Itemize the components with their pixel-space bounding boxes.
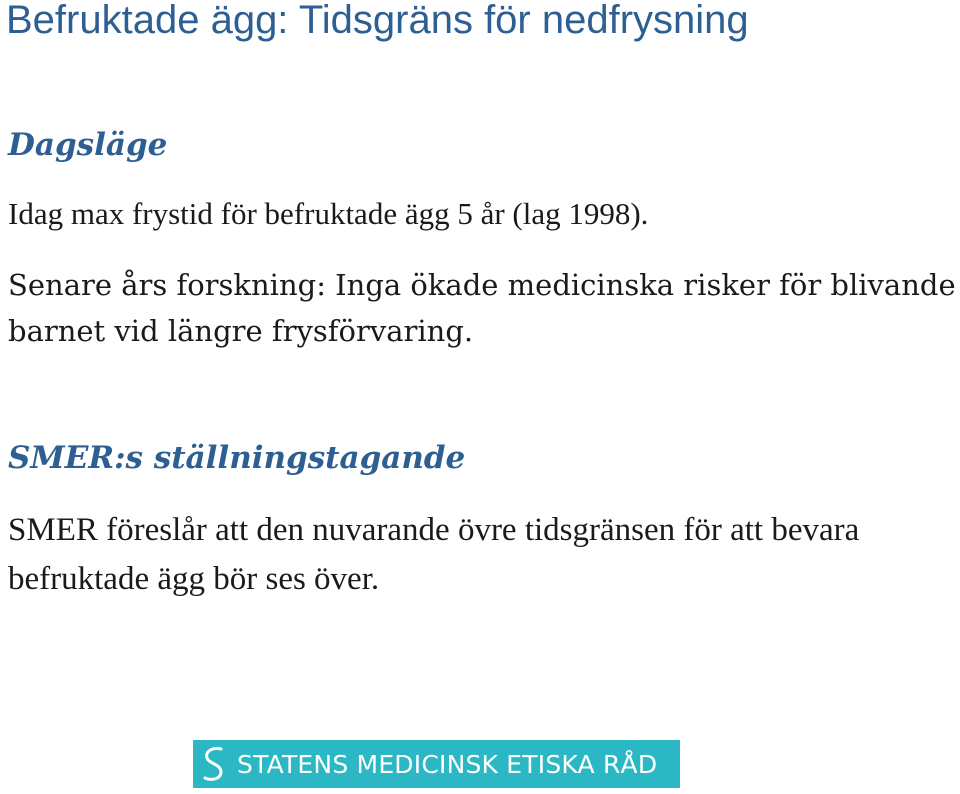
section-heading-dagslage: Dagsläge — [8, 127, 168, 163]
slide-title: Befruktade ägg: Tidsgräns för nedfrysning — [6, 0, 749, 42]
section2-text: SMER föreslår att den nuvarande övre tidsgränsen för att bevara befruktade ägg bör ses över. — [8, 512, 860, 597]
smer-logo — [193, 740, 680, 788]
section1-line2: Senare års forskning: Inga ökade medicinska risker för blivande barnet vid längre frysförvaring. — [8, 268, 956, 348]
smer-s-logo-icon — [199, 744, 229, 784]
section-heading-smer: SMER:s ställningstagande — [8, 440, 466, 476]
section1-line1: Idag max frystid för befruktade ägg 5 år (lag 1998). — [8, 196, 649, 231]
logo-text: STATENS MEDICINSK ETISKA RÅD — [237, 749, 658, 779]
